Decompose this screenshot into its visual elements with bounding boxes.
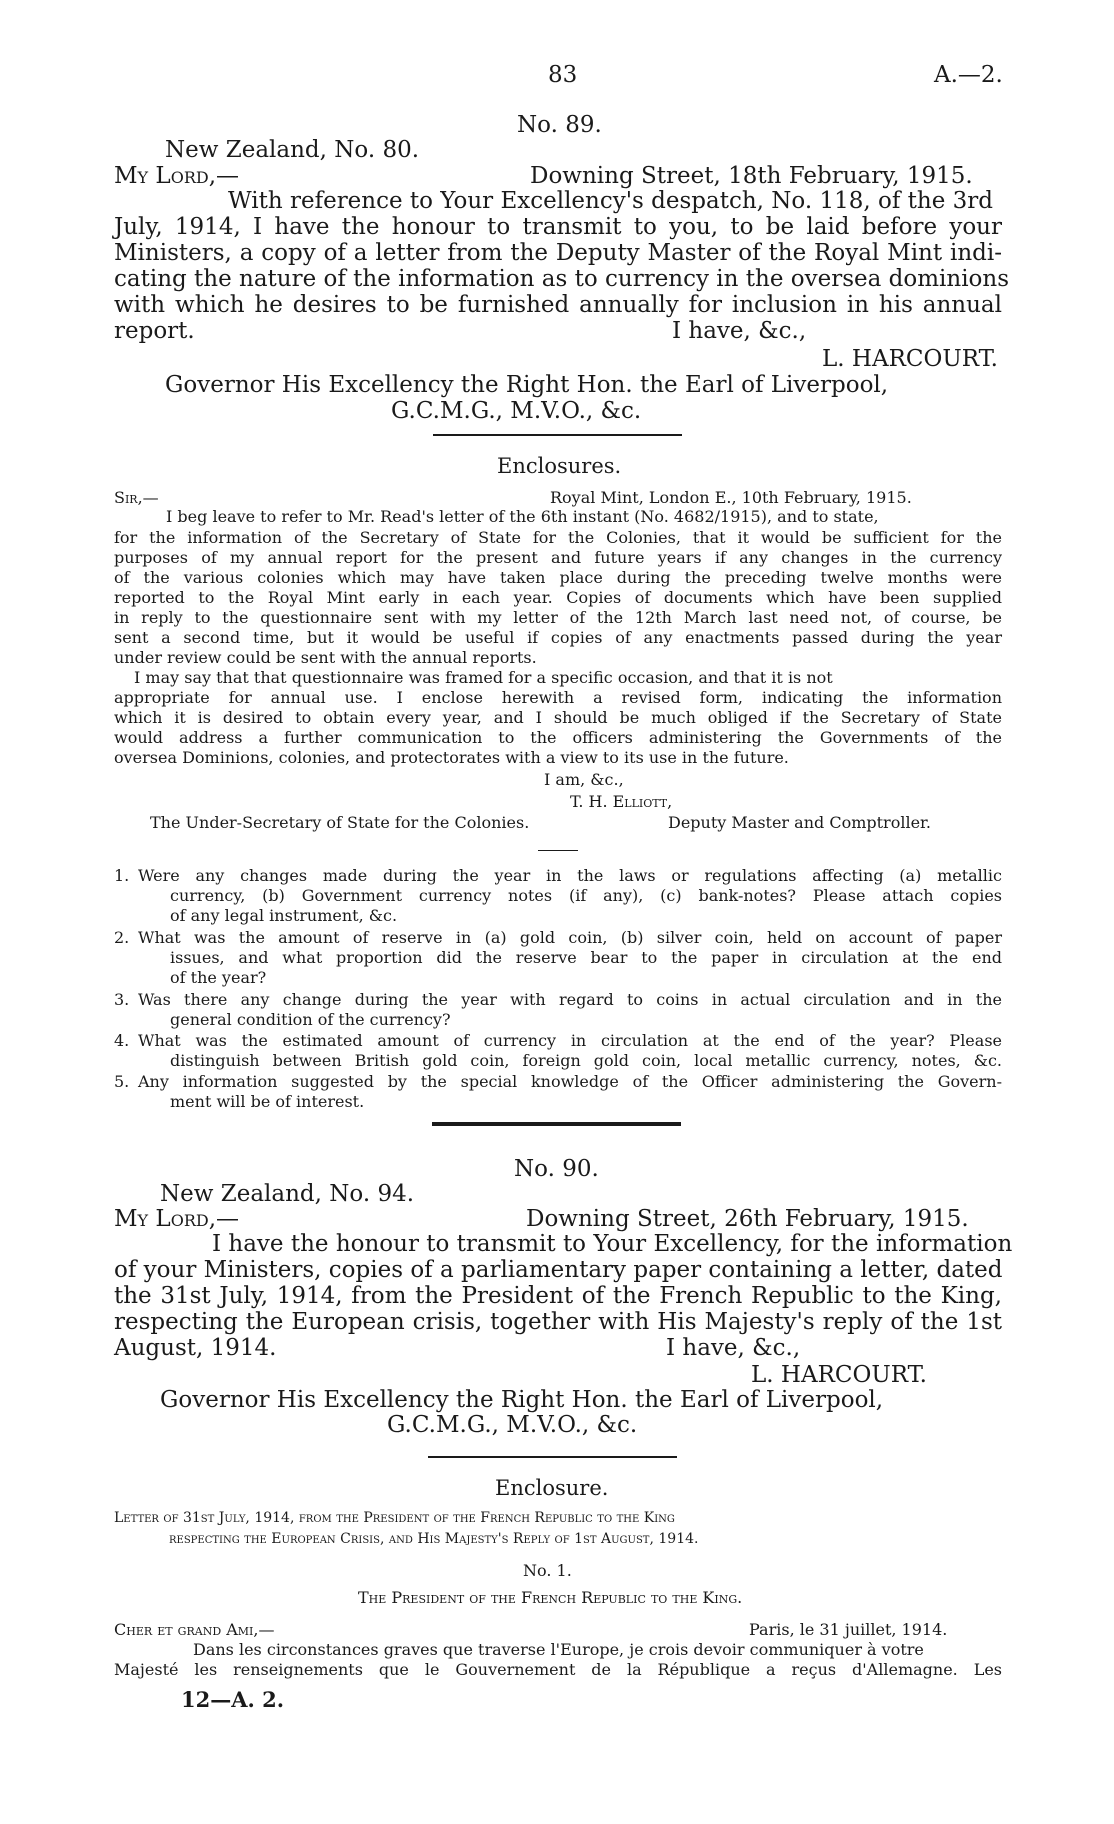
salutation: My Lord,—	[114, 1206, 240, 1232]
question-number: 3.	[114, 990, 130, 1009]
letter-line: sent a second time, but it would be useful if copies of any enactments passed during the year	[114, 628, 1002, 647]
despatch-number: No. 90.	[514, 1156, 599, 1182]
enclosure-heading: respecting the European Crisis, and His Majesty's Reply of 1st August, 1914.	[169, 1531, 699, 1547]
signatory-title: Deputy Master and Comptroller.	[668, 813, 932, 832]
letter-line: in reply to the questionnaire sent with my letter of the 12th March last need not, of course, be	[114, 608, 1002, 627]
body-line: with which he desires to be furnished annually for inclusion in his annual	[114, 292, 1002, 318]
question-text: issues, and what proportion did the reserve bear to the paper in circulation at the end	[170, 948, 1002, 967]
body-line: cating the nature of the information as to currency in the oversea dominions	[114, 266, 1010, 292]
body-line: respecting the European crisis, together with His Majesty's reply of the 1st	[114, 1309, 1002, 1335]
despatch-number: No. 89.	[517, 112, 602, 138]
despatch-recipient-ref: New Zealand, No. 80.	[165, 137, 420, 163]
letter-line: appropriate for annual use. I enclose herewith a revised form, indicating the information	[114, 688, 1002, 707]
letter-recipient: The Under-Secretary of State for the Colonies.	[150, 813, 530, 832]
body-line: July, 1914, I have the honour to transmit to you, to be laid before your	[114, 214, 1002, 240]
closing: I have, &c.,	[666, 1335, 801, 1361]
sub-number: No. 1.	[523, 1561, 572, 1580]
sub-title: The President of the French Republic to the King.	[358, 1588, 743, 1607]
section-title: Enclosures.	[497, 454, 622, 478]
addressee-honours: G.C.M.G., M.V.O., &c.	[387, 1412, 638, 1438]
letter-line: Majesté les renseignements que le Gouvernement de la République a reçus d'Allemagne. Les	[114, 1660, 1002, 1679]
letter-line: Dans les circonstances graves que traverse l'Europe, je crois devoir communiquer à votre	[193, 1640, 924, 1659]
letter-line: purposes of my annual report for the present and future years if any changes in the currency	[114, 548, 1002, 567]
letter-line: which it is desired to obtain every year, and I should be much obliged if the Secretary of State	[114, 708, 1002, 727]
question-text: of any legal instrument, &c.	[170, 906, 398, 925]
place-date: Downing Street, 18th February, 1915.	[530, 163, 973, 189]
salutation: Cher et grand Ami,—	[114, 1620, 275, 1639]
body-line: report.	[114, 318, 195, 344]
closing: I have, &c.,	[672, 318, 807, 344]
letter-line: of the various colonies which may have taken place during the preceding twelve months were	[114, 568, 1002, 587]
signature: L. HARCOURT.	[822, 346, 998, 372]
question-text: general condition of the currency?	[170, 1010, 451, 1029]
signature-mark: 12—A. 2.	[181, 1687, 285, 1712]
addressee-line: Governor His Excellency the Right Hon. the Earl of Liverpool,	[160, 1387, 884, 1413]
question-number: 2.	[114, 928, 130, 947]
place-date: Downing Street, 26th February, 1915.	[526, 1206, 969, 1232]
signature: T. H. Elliott,	[570, 792, 673, 811]
question-text: ment will be of interest.	[170, 1092, 365, 1111]
section-divider	[428, 1456, 677, 1458]
letter-line: oversea Dominions, colonies, and protectorates with a view to its use in the future.	[114, 748, 789, 767]
letter-line: under review could be sent with the annual reports.	[114, 648, 537, 667]
signature: L. HARCOURT.	[751, 1362, 927, 1388]
body-line: With reference to Your Excellency's despatch, No. 118, of the 3rd	[228, 188, 994, 214]
place-date: Paris, le 31 juillet, 1914.	[749, 1620, 948, 1639]
section-title: Enclosure.	[495, 1476, 609, 1500]
page-number: 83	[548, 62, 578, 88]
closing: I am, &c.,	[544, 770, 624, 789]
question-text: Any information suggested by the special knowledge of the Officer administering the Govern-	[138, 1072, 1002, 1091]
enclosure-heading: Letter of 31st July, 1914, from the President of the French Republic to the King	[114, 1510, 675, 1526]
question-text: currency, (b) Government currency notes (if any), (c) bank-notes? Please attach copies	[170, 886, 1002, 905]
letter-line: I may say that that questionnaire was framed for a specific occasion, and that it is not	[134, 668, 833, 687]
letter-line: would address a further communication to the officers administering the Governments of the	[114, 728, 1002, 747]
letter-line: I beg leave to refer to Mr. Read's letter of the 6th instant (No. 4682/1915), and to state,	[166, 507, 879, 526]
body-line: August, 1914.	[114, 1335, 277, 1361]
question-text: What was the amount of reserve in (a) gold coin, (b) silver coin, held on account of paper	[138, 928, 1002, 947]
place-date: Royal Mint, London E., 10th February, 1915.	[550, 488, 912, 507]
body-line: the 31st July, 1914, from the President of the French Republic to the King,	[114, 1283, 1002, 1309]
question-number: 1.	[114, 866, 130, 885]
salutation: My Lord,—	[114, 163, 240, 189]
document-reference: A.—2.	[934, 62, 1003, 88]
question-number: 4.	[114, 1031, 130, 1050]
salutation: Sir,—	[114, 488, 159, 507]
question-number: 5.	[114, 1072, 130, 1091]
body-line: I have the honour to transmit to Your Excellency, for the information	[212, 1231, 1013, 1257]
body-line: of your Ministers, copies of a parliamentary paper containing a letter, dated	[114, 1257, 1003, 1283]
short-divider	[538, 850, 578, 851]
section-divider	[433, 434, 682, 436]
question-text: Were any changes made during the year in the laws or regulations affecting (a) metallic	[138, 866, 1002, 885]
addressee-line: Governor His Excellency the Right Hon. the Earl of Liverpool,	[165, 372, 889, 398]
heavy-divider	[432, 1122, 681, 1126]
letter-line: reported to the Royal Mint early in each year. Copies of documents which have been supplied	[114, 588, 1002, 607]
question-text: Was there any change during the year with regard to coins in actual circulation and in the	[138, 990, 1002, 1009]
letter-line: for the information of the Secretary of State for the Colonies, that it would be sufficient for the	[114, 528, 1002, 547]
body-line: Ministers, a copy of a letter from the Deputy Master of the Royal Mint indi-	[114, 240, 1002, 266]
despatch-recipient-ref: New Zealand, No. 94.	[160, 1181, 415, 1207]
question-text: of the year?	[170, 968, 267, 987]
addressee-honours: G.C.M.G., M.V.O., &c.	[391, 398, 642, 424]
question-text: What was the estimated amount of currency in circulation at the end of the year? Please	[138, 1031, 1002, 1050]
question-text: distinguish between British gold coin, foreign gold coin, local metallic currency, notes, &c.	[170, 1051, 1002, 1070]
